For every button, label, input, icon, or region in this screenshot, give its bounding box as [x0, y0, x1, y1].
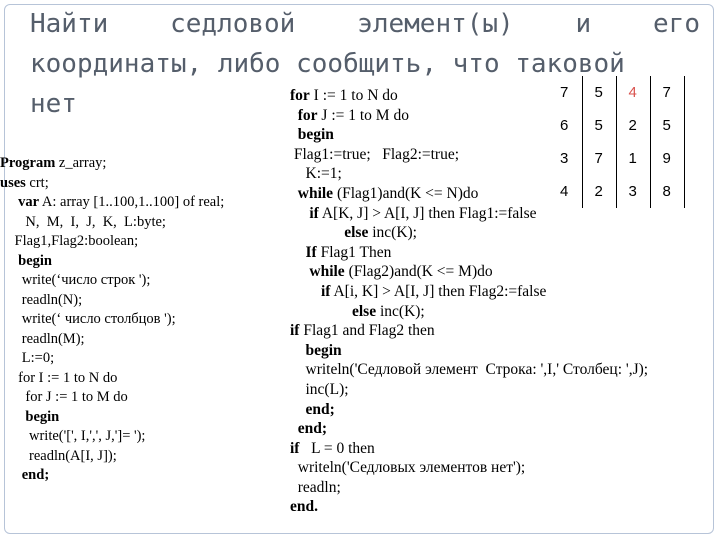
code-line [0, 466, 290, 486]
code-line: for J := 1 to M do [297, 106, 409, 124]
matrix-cell: 9 [650, 142, 684, 175]
code-keyword: var [18, 194, 40, 210]
matrix-cell: 5 [582, 76, 616, 109]
title-line-2: координаты, либо сообщить, что таковой [30, 49, 625, 79]
matrix-cell: 7 [548, 76, 582, 109]
code-line: writeln('Седловой элемент Строка: ',I,' Столбец: ',J); [305, 361, 649, 379]
code-keyword: If [305, 243, 317, 261]
matrix-cell: 2 [582, 175, 616, 208]
code-line: for I := 1 to N do [290, 87, 398, 104]
code-keyword: end; [21, 467, 50, 483]
matrix-cell: 2 [616, 109, 650, 142]
title-line-1 [30, 4, 700, 44]
title-word: его [653, 9, 700, 39]
title-word: элемент(ы) [357, 9, 514, 39]
matrix-cell: 4 [616, 76, 650, 109]
code-line: if A[i, K] > A[I, J] then Flag2:=false [321, 282, 547, 300]
title-line-3: нет [30, 89, 77, 119]
matrix-cell: 6 [548, 109, 582, 142]
code-line [290, 419, 710, 439]
code-keyword: begin [305, 341, 342, 359]
code-line [290, 125, 710, 145]
code-keyword: else [344, 224, 369, 242]
code-block-search [290, 86, 710, 517]
code-line: if Flag1 and Flag2 then [290, 322, 435, 340]
code-block-input [0, 154, 290, 486]
code-line [290, 400, 710, 420]
code-keyword: for [297, 106, 318, 124]
matrix-cell: 1 [616, 142, 650, 175]
code-line: write(‘ число столбцов '); [21, 311, 176, 327]
code-line [290, 497, 710, 517]
matrix-cell: 5 [582, 109, 616, 142]
code-line: L:=0; [21, 350, 55, 366]
code-line: inc(L); [305, 380, 349, 398]
code-line: readln(M); [21, 330, 85, 347]
matrix-cell: 7 [650, 76, 684, 109]
code-keyword: if [290, 322, 300, 340]
code-line: readln(N); [21, 291, 83, 308]
code-keyword: begin [18, 252, 52, 269]
code-keyword: begin [25, 408, 60, 425]
code-keyword: for [290, 87, 310, 104]
matrix-cell: 3 [616, 175, 650, 208]
code-line: while (Flag1)and(K <= N)do [297, 184, 479, 202]
code-line: N, M, I, J, K, L:byte; [25, 213, 166, 230]
matrix-cell: 4 [548, 175, 582, 208]
code-line: readln(A[I, J]); [29, 447, 117, 464]
code-keyword: if [321, 282, 331, 300]
code-line: If Flag1 Then [305, 243, 392, 261]
code-line: write(‘число строк '); [21, 272, 151, 288]
code-line [0, 252, 290, 272]
code-keyword: while [297, 184, 334, 202]
code-line: Program z_array; [0, 155, 107, 171]
code-line: while (Flag2)and(K <= M)do [309, 263, 493, 281]
code-keyword: uses [0, 174, 26, 191]
code-keyword: Program [0, 155, 56, 171]
matrix-cell: 5 [650, 109, 684, 142]
code-line: else inc(K); [352, 302, 425, 320]
code-line: uses crt; [0, 174, 49, 191]
code-line: if L = 0 then [290, 439, 375, 457]
code-line: else inc(K); [344, 224, 417, 242]
code-line: for I := 1 to N do [18, 369, 118, 386]
code-keyword: while [309, 263, 345, 281]
title-word: седловой [170, 9, 296, 39]
code-line: Flag1:=true; Flag2:=true; [293, 145, 460, 163]
code-line: for J := 1 to M do [25, 389, 128, 405]
code-line: writeln('Седловых элементов нет'); [297, 459, 526, 477]
code-line: Flag1,Flag2:boolean; [14, 233, 139, 249]
code-line: write('[', I,',', J,']= '); [29, 428, 146, 444]
code-line: readln; [297, 478, 341, 496]
matrix-cell: 3 [548, 142, 582, 175]
code-line: K:=1; [305, 165, 342, 183]
code-keyword: end; [305, 400, 335, 418]
code-line: var A: array [1..100,1..100] of real; [18, 194, 225, 210]
code-line [290, 341, 710, 361]
matrix-cell: 8 [650, 175, 684, 208]
title-word: Найти [30, 9, 109, 39]
code-keyword: else [352, 302, 377, 320]
matrix-cell: 7 [582, 142, 616, 175]
code-keyword: end; [297, 420, 328, 438]
title-word: и [575, 9, 592, 39]
code-line: if A[K, J] > A[I, J] then Flag1:=false [309, 204, 537, 222]
code-keyword: end. [290, 498, 318, 516]
code-keyword: if [290, 439, 300, 457]
code-line [0, 408, 290, 428]
code-keyword: begin [297, 126, 334, 144]
code-keyword: if [309, 204, 319, 222]
